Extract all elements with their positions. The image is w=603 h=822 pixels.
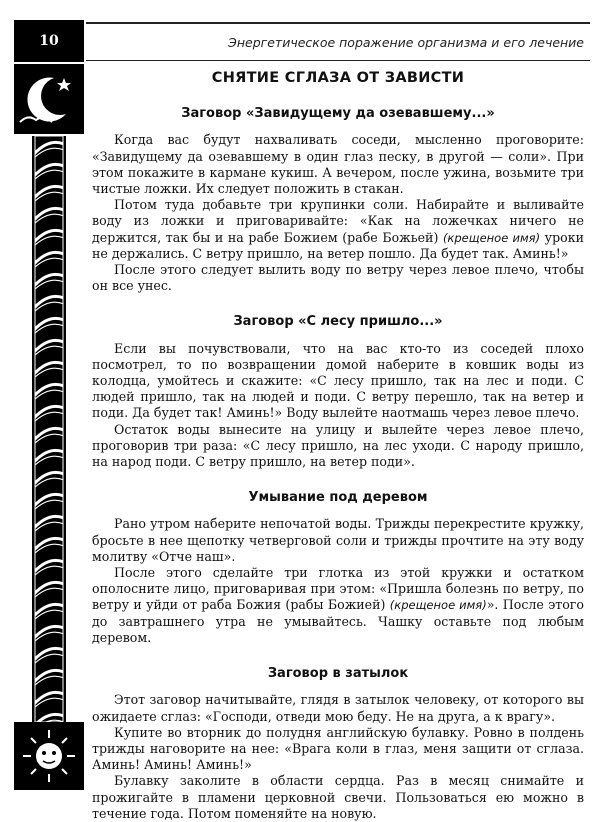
paragraph: Булавку заколите в области сердца. Раз в месяц снимайте и прожигайте в пламени церковной свечи. Пользоваться ею можно в течение года. Потом поменяйте на новую.	[92, 773, 584, 821]
page-number-box	[14, 20, 84, 62]
sun-face-icon	[14, 722, 84, 790]
main-title: СНЯТИЕ СГЛАЗА ОТ ЗАВИСТИ	[211, 70, 465, 86]
paragraph: Рано утром наберите непочатой воды. Трижды перекрестите кружку, бросьте в нее щепотку четверговой соли и трижды прочтите на эту воду молитву «Отче наш».	[92, 516, 584, 564]
section-title: Заговор в затылок	[267, 666, 409, 682]
page-content	[92, 60, 584, 822]
paragraph: Если вы почувствовали, что на вас кто-то из соседей плохо посмотрел, то по возвращении домой наберите в ковшик воды из колодца, умойтесь и скажите: «С лесу пришло, так на лес и поди. С людей пришло, так на людей и поди. С ветру перешло, так на ветер и поди. Да будет так! Аминь!» Воду вылейте наотмашь через левое плечо.	[92, 340, 584, 421]
ornament-spiral-column	[32, 136, 66, 722]
section-title: Заговор «Завидущему да озевавшему...»	[181, 106, 495, 122]
paragraph: После этого следует вылить воду по ветру через левое плечо, чтобы он все унес.	[92, 262, 584, 294]
section-title: Заговор «С лесу пришло...»	[233, 314, 443, 330]
section-title: Умывание под деревом	[248, 490, 428, 506]
decorative-column	[14, 20, 84, 790]
page-number: 10	[39, 33, 59, 49]
moon-icon	[14, 64, 84, 134]
running-header	[86, 22, 590, 61]
running-header-title: Энергетическое поражение организма и его лечение	[228, 34, 584, 50]
paragraph: Остаток воды вынесите на улицу и вылейте через левое плечо, проговорив три раза: «С лесу пришло, на лес уходи. С народу пришло, на народ поди. С ветру пришло, на ветер поди».	[92, 421, 584, 470]
paragraph: Когда вас будут нахваливать соседи, мысленно проговорите: «Завидущему да озевавшему в один глаз песку, в другой — соли». При этом покажите в кармане кукиш. А вечером, после ужина, возьмите три чистые ложки. Их следует положить в стакан.	[92, 132, 584, 197]
paragraph: Купите во вторник до полудня английскую булавку. Ровно в полдень трижды наговорите на нее: «Врага коли в глаз, меня защити от сглаза. Аминь! Аминь! Аминь!»	[92, 724, 584, 773]
paragraph: После этого сделайте три глотка из этой кружки и остатком ополосните лицо, приговаривая при этом: «Пришла болезнь по ветру, по ветру и уйди от раба Божия (рабы Божией) (крещеное имя)». После этого до завтрашнего утра не умывайтесь. Чашку оставьте под любым деревом.	[92, 565, 584, 645]
paragraph: Этот заговор начитывайте, глядя в затылок человеку, от которого вы ожидаете сглаз: «Господи, отведи мою беду. Не на друга, а к врагу».	[92, 692, 584, 724]
paragraph: Потом туда добавьте три крупинки соли. Набирайте и выливайте воду из ложки и приговаривайте: «Как на ложечках ничего не держится, так бы и на рабе Божием (рабе Божьей) (крещеное имя) уроки не держались. С ветру пришло, на ветер пошло. Да будет так. Аминь!»	[92, 197, 584, 261]
